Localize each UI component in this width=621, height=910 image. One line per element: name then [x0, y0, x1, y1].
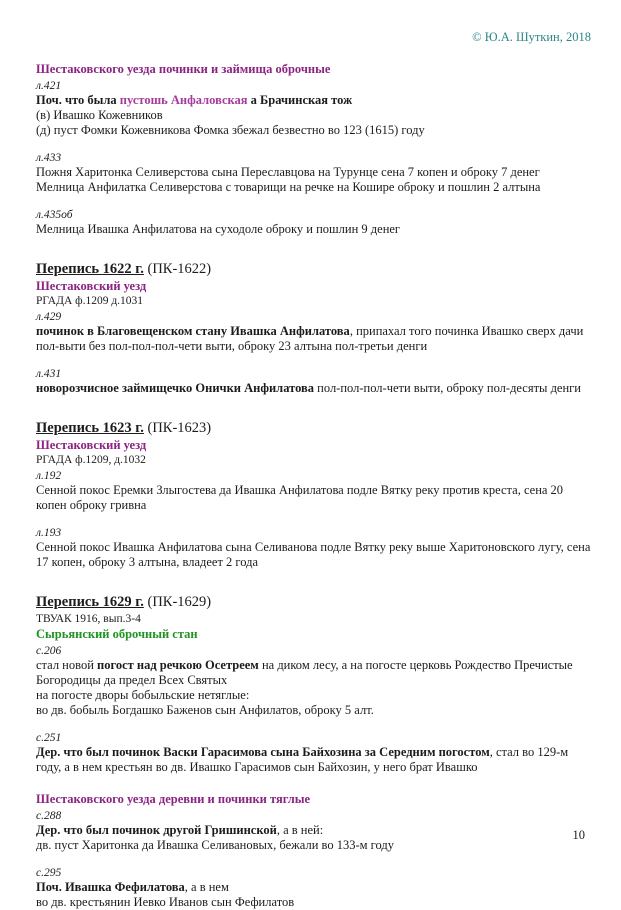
section-census-1622 — [36, 260, 591, 396]
record-text: , припахал того починка Ивашко сверх дачи пол-выти без пол-пол-пол-чети выти, оброку 23 алтына пол-третьи денги — [36, 324, 584, 353]
archive-source: РГАДА ф.1209 д.1031 — [36, 295, 144, 307]
folio-marker: л.431 — [36, 368, 62, 380]
record-highlight: новорозчисное займищечко Онички Анфилатова — [36, 381, 315, 395]
folio-marker: л.192 — [36, 470, 62, 482]
record-highlight: пустошь Анфаловская — [119, 93, 248, 107]
census-title — [36, 593, 591, 612]
record-line: на погосте дворы бобыльские нетяглые: — [36, 688, 250, 702]
record-text: а Брачинская тож — [247, 93, 353, 107]
folio-marker: л.193 — [36, 527, 62, 539]
archive-source: РГАДА ф.1209, д.1032 — [36, 454, 146, 466]
record-highlight: починок в Благовещенском стану Ивашка Анфилатова — [36, 324, 350, 338]
folio-marker: с.295 — [36, 867, 62, 879]
record-line: дв. пуст Харитонка да Ивашка Селивановых, бежали во 133-м году — [36, 838, 394, 852]
census-title — [36, 260, 591, 279]
uezd-heading: Шестаковский уезд — [36, 279, 147, 293]
record-line — [36, 880, 591, 895]
record-paragraph: Сенной покос Ивашка Анфилатова сына Селиванова подле Вятку реку выше Харитоновского лугу, сена 17 копен, оброку 3 алтына, владеет 2 года — [36, 540, 591, 569]
record-highlight: погост над речкою Осетреем — [97, 658, 259, 672]
record-line: (д) пуст Фомки Кожевникова Фомка збежал безвестно во 123 (1615) году — [36, 123, 425, 137]
record-line: Мелница Ивашка Анфилатова на суходоле оброку и пошлин 9 денег — [36, 222, 401, 236]
folio-marker: с.288 — [36, 810, 62, 822]
census-title-text: Перепись 1623 г. — [36, 420, 144, 436]
record-line — [36, 93, 591, 108]
record-paragraph: Сенной покос Еремки Злыгостева да Ивашка Анфилатова подле Вятку реку против креста, сена 20 копен оброку гривна — [36, 483, 564, 512]
section-census-1629 — [36, 593, 591, 910]
census-title-code: (ПК-1622) — [143, 261, 212, 277]
uezd-heading: Шестаковский уезд — [36, 438, 147, 452]
section-heading: Шестаковского уезда деревни и починки тяглые — [36, 792, 311, 806]
page-number: 10 — [572, 828, 585, 842]
record-line: (в) Ивашко Кожевников — [36, 108, 163, 122]
section-census-1623 — [36, 419, 591, 570]
section-obrochnye — [36, 62, 591, 237]
record-text: Поч. что была — [36, 93, 120, 107]
census-title — [36, 419, 591, 438]
census-title-text: Перепись 1622 г. — [36, 261, 144, 277]
record-paragraph — [36, 381, 591, 396]
copyright-notice: © Ю.А. Шуткин, 2018 — [472, 30, 591, 44]
census-title-code: (ПК-1629) — [143, 594, 212, 610]
record-text: пол-пол-пол-чети выти, оброку пол-десяты денги — [314, 381, 581, 395]
folio-marker: л.433 — [36, 152, 62, 164]
census-title-text: Перепись 1629 г. — [36, 594, 144, 610]
record-line — [36, 823, 591, 838]
record-paragraph — [36, 324, 591, 354]
folio-marker: с.206 — [36, 645, 62, 657]
folio-marker: л.435об — [36, 209, 73, 221]
record-text: , а в нем — [184, 880, 229, 894]
record-text: на диком лесу, а на погосте церковь Рождество Пречистые Богородицы да предел Всех Святых — [36, 658, 573, 687]
section-heading: Шестаковского уезда починки и займища оброчные — [36, 62, 331, 76]
record-paragraph — [36, 745, 591, 775]
record-text: , а в ней: — [276, 823, 324, 837]
record-line: во дв. бобыль Богдашко Баженов сын Анфилатов, оброку 5 алт. — [36, 703, 374, 717]
record-line: Мелница Анфилатка Селиверстова с товарищи на речке на Кошире оброку и пошлин 2 алтына — [36, 180, 541, 194]
folio-marker: л.421 — [36, 80, 62, 92]
record-line: во дв. крестьянин Иевко Иванов сын Фефилатов — [36, 895, 295, 909]
folio-marker: л.429 — [36, 311, 62, 323]
archive-source: ТВУАК 1916, вып.3-4 — [36, 613, 141, 625]
census-title-code: (ПК-1623) — [143, 420, 212, 436]
folio-marker: с.251 — [36, 732, 62, 744]
record-line: Пожня Харитонка Селиверстова сына Переславцова на Турунце сена 7 копен и оброку 7 денег — [36, 165, 540, 179]
record-highlight: Поч. Ивашка Фефилатова — [36, 880, 185, 894]
record-highlight: Дер. что был починок другой Гришинской — [36, 823, 277, 837]
record-paragraph — [36, 658, 591, 688]
record-highlight: Дер. что был починок Васки Гарасимова сына Байхозина за Середним погостом — [36, 745, 490, 759]
stan-heading: Сырьянский оброчный стан — [36, 627, 198, 641]
record-text: , стал во 129-м году, а в нем крестьян во дв. Ивашко Гарасимов сын Байхозин, у него брат Ивашко — [36, 745, 569, 774]
record-text: стал новой — [36, 658, 98, 672]
